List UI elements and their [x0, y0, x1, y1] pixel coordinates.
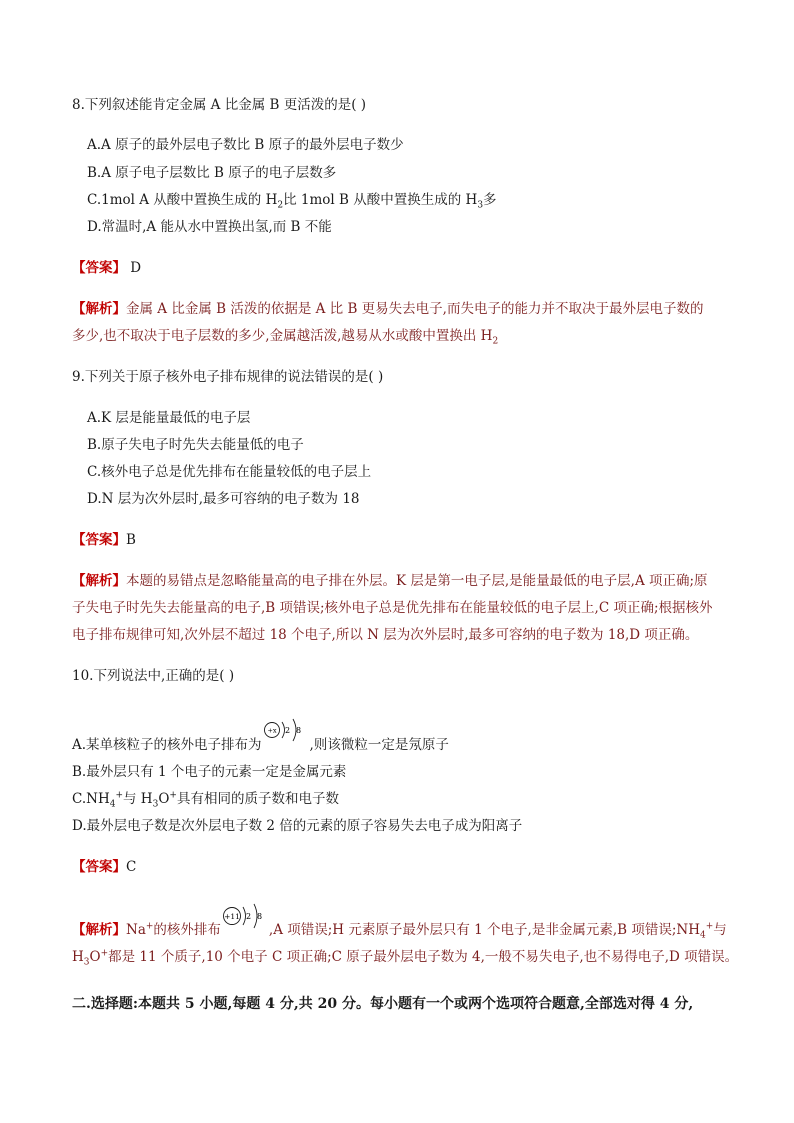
- q8-option-c-part1: C.1mol A 从酸中置换生成的 H: [87, 192, 278, 208]
- shell2-count: 8: [256, 912, 263, 921]
- q10-option-a: [72, 726, 449, 754]
- analysis-tag: 【解析】: [72, 573, 126, 589]
- subscript: 3: [83, 957, 90, 968]
- q9-option-b: B.原子失电子时先失去能量低的电子: [87, 437, 304, 453]
- q10-analysis-line2: [72, 948, 738, 966]
- q10-option-c-part3: O: [158, 791, 170, 807]
- q9-analysis-line3: 电子排布规律可知,次外层不超过 18 个电子,所以 N 层为次外层时,最多可容纳的电子数为 18,D 项正确。: [72, 627, 699, 643]
- analysis-text: 都是 11 个质子,10 个电子 C 项正确;C 原子最外层电子数为 4,一般不易失电子,也不易得电子,D 项错误。: [108, 949, 739, 965]
- q8-analysis-line1: [72, 300, 703, 318]
- analysis-text: Na: [126, 922, 146, 938]
- superscript: +: [145, 921, 154, 932]
- q10-option-a-part1: A.某单核粒子的核外电子排布为: [72, 737, 262, 753]
- answer-value: C: [126, 859, 137, 875]
- q9-option-d: D.N 层为次外层时,最多可容纳的电子数为 18: [87, 491, 360, 507]
- q9-analysis-line2: 子失电子时先失去能量高的电子,B 项错误;核外电子总是优先排布在能量较低的电子层上,C 项正确;根据核外: [72, 600, 713, 616]
- q8-option-c: [87, 191, 497, 209]
- section-2-heading: 二.选择题:本题共 5 小题,每题 4 分,共 20 分。每小题有一个或两个选项符合题意,全部选对得 4 分,: [72, 996, 694, 1012]
- nucleus-label: +11: [224, 912, 240, 921]
- q10-option-b: B.最外层只有 1 个电子的元素一定是金属元素: [72, 764, 347, 780]
- analysis-text: O: [89, 949, 101, 965]
- q9-option-c: C.核外电子总是优先排布在能量较低的电子层上: [87, 464, 372, 480]
- q10-analysis-line1: [72, 912, 727, 941]
- q9-answer: [72, 531, 136, 549]
- superscript: +: [100, 948, 109, 959]
- subscript: 3: [152, 799, 159, 810]
- answer-value: D: [130, 260, 142, 276]
- q10-stem: 10.下列说法中,正确的是( ): [72, 668, 235, 684]
- q10-answer: [72, 858, 136, 876]
- analysis-text: H: [72, 949, 84, 965]
- atom-structure-diagram-a: [263, 726, 309, 752]
- analysis-text: 本题的易错点是忽略能量高的电子排在外层。K 层是第一电子层,是能量最低的电子层,A 项正确;原: [126, 573, 708, 589]
- subscript: 3: [477, 200, 484, 211]
- answer-tag: 【答案】: [72, 859, 126, 875]
- analysis-text: 多少,也不取决于电子层数的多少,金属越活泼,越易从水或酸中置换出 H: [72, 328, 493, 344]
- q8-analysis-line2: [72, 327, 498, 345]
- superscript: +: [169, 790, 177, 801]
- answer-value: B: [126, 532, 136, 548]
- q9-option-a: A.K 层是能量最低的电子层: [87, 410, 251, 426]
- subscript: 2: [492, 336, 499, 347]
- q10-option-d: D.最外层电子数是次外层电子数 2 倍的元素的原子容易失去电子成为阳离子: [72, 818, 523, 834]
- nucleus-label: +x: [266, 726, 277, 735]
- q8-option-b: B.A 原子电子层数比 B 原子的电子层数多: [87, 165, 337, 181]
- subscript: 2: [277, 200, 284, 211]
- subscript: 4: [699, 930, 706, 941]
- subscript: 4: [109, 799, 116, 810]
- q10-option-c-part4: 具有相同的质子数和电子数: [176, 791, 339, 807]
- q8-option-c-part3: 多: [483, 192, 497, 208]
- analysis-text: ,A 项错误;H 元素原子最外层只有 1 个电子,是非金属元素,B 项错误;NH: [268, 922, 700, 938]
- superscript: +: [115, 790, 124, 801]
- analysis-text: 金属 A 比金属 B 活泼的依据是 A 比 B 更易失去电子,而失电子的能力并不取决于最外层电子数的: [126, 301, 704, 317]
- q8-stem: 8.下列叙述能肯定金属 A 比金属 B 更活泼的是( ): [72, 97, 367, 113]
- analysis-text: 的核外排布: [153, 922, 221, 938]
- analysis-tag: 【解析】: [72, 301, 126, 317]
- q10-option-c-part2: 与 H: [123, 791, 153, 807]
- answer-tag: 【答案】: [72, 532, 126, 548]
- shell2-count: 8: [295, 726, 301, 735]
- answer-tag: 【答案】: [72, 260, 126, 276]
- analysis-text: 与: [713, 922, 727, 938]
- q8-option-d: D.常温时,A 能从水中置换出氢,而 B 不能: [87, 219, 332, 235]
- q9-stem: 9.下列关于原子核外电子排布规律的说法错误的是( ): [72, 369, 384, 385]
- analysis-tag: 【解析】: [72, 922, 126, 938]
- sodium-ion-structure-diagram: [222, 912, 268, 937]
- q8-answer: [72, 259, 141, 277]
- q8-option-a: A.A 原子的最外层电子数比 B 原子的最外层电子数少: [87, 137, 404, 153]
- shell1-count: 2: [245, 912, 252, 921]
- q10-option-c: [72, 790, 339, 808]
- shell1-count: 2: [284, 726, 290, 735]
- q8-option-c-part2: 比 1mol B 从酸中置换生成的 H: [283, 192, 478, 208]
- q10-option-c-part1: C.NH: [72, 791, 110, 807]
- q9-analysis-line1: [72, 572, 708, 590]
- superscript: +: [705, 921, 714, 932]
- q10-option-a-part2: ,则该微粒一定是氖原子: [309, 737, 449, 753]
